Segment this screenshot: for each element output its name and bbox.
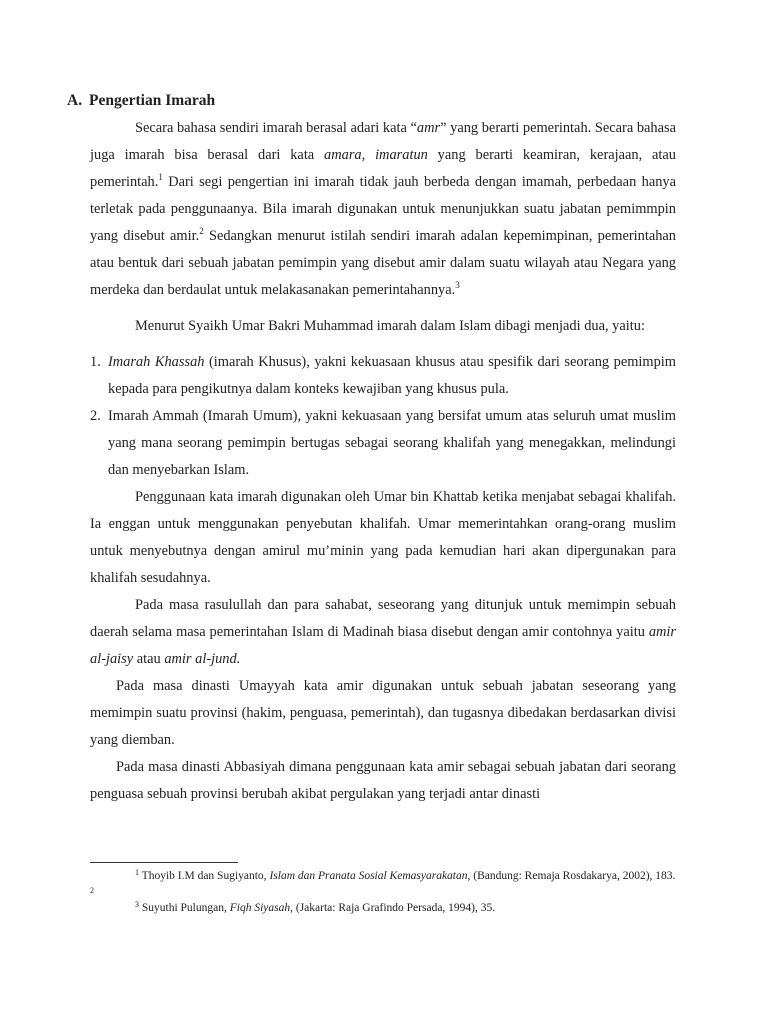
list-item: [90, 403, 676, 484]
text-run: Suyuthi Pulungan,: [139, 902, 230, 914]
section-title: Pengertian Imarah: [89, 92, 216, 109]
paragraph-umar: Penggunaan kata imarah digunakan oleh Umar bin Khattab ketika menjabat sebagai khalifah. Ia enggan untuk menggunakan penyebutan khalifah. Umar memerintahkan orang-orang muslim untuk menyebutnya dengan amirul mu’minin yang pada kemudian hari akan dipergunakan para khalifah sesudahnya.: [90, 489, 676, 586]
text-run: , (Jakarta: Raja Grafindo Persada, 1994), 35.: [290, 902, 496, 914]
footnotes: [90, 868, 676, 916]
paragraph-division: Menurut Syaikh Umar Bakri Muhammad imarah dalam Islam dibagi menjadi dua, yaitu:: [135, 318, 645, 334]
footnote-3: [90, 900, 676, 916]
footnote-number: 3: [135, 900, 139, 909]
paragraph-umayyah: Pada masa dinasti Umayyah kata amir digunakan untuk sebuah jabatan seseorang yang memimpin suatu provinsi (hakim, penguasa, pemerintah), dan tugasnya dibedakan berdasarkan divisi yang diemban.: [90, 678, 676, 748]
footnote-number: 2: [90, 886, 94, 895]
list-number: 1.: [90, 354, 101, 370]
imarah-types-list: [90, 349, 676, 484]
footnote-ref[interactable]: 3: [455, 280, 460, 290]
list-item-text: Imarah Ammah (Imarah Umum), yakni kekuasaan yang bersifat umum atas seluruh umat muslim yang mana seorang pemimpin bertugas sebagai seorang khalifah yang menegakkan, melindungi dan menyebarkan Islam.: [108, 408, 676, 478]
footnote-number: 1: [135, 868, 139, 877]
book-title: Fiqh Siyasah: [229, 902, 291, 914]
text-run: , (Bandung: Remaja Rosdakarya, 2002), 183.: [467, 870, 676, 882]
document-body: [90, 115, 676, 808]
italic-term: Imarah Khassah: [108, 354, 205, 370]
text-run: Secara bahasa sendiri imarah berasal adari kata “: [135, 120, 417, 136]
text-run: Sedangkan menurut istilah sendiri imarah adalan kepemimpinan, pemerintahan atau bentuk dari sebuah jabatan pemimpin yang disebut amir dalam suatu wilayah atau Negara yang merdeka dan berdaulat untuk melakasanakan pemerintahannya.: [90, 228, 676, 298]
text-run: ” yang berarti pemerintah. Secara bahasa juga imarah bisa berasal dari kata: [90, 120, 676, 163]
paragraph-rasulullah: [90, 592, 676, 673]
text-run: Pada masa rasulullah dan para sahabat, seseorang yang ditunjuk untuk memimpin sebuah daerah selama masa pemerintahan Islam di Madinah biasa disebut dengan amir contohnya yaitu: [90, 597, 676, 640]
list-item-text: (imarah Khusus), yakni kekuasaan khusus atau spesifik dari seorang pemimpim kepada para pengikutnya dalam konteks kewajiban yang khusus pula.: [108, 354, 676, 397]
list-number: 2.: [90, 408, 101, 424]
book-title: Islam dan Pranata Sosial Kemasyarakatan: [269, 870, 468, 882]
footnote-2: [90, 886, 676, 896]
text-run: yang berarti keamiran, kerajaan, atau pemerintah.: [90, 147, 676, 190]
italic-term: amara, imaratun: [324, 147, 428, 163]
italic-term: amir al-jaisy: [90, 624, 676, 667]
section-heading: [67, 92, 215, 110]
footnote-1: [90, 868, 676, 884]
footnote-ref[interactable]: 1: [158, 172, 163, 182]
section-number: A.: [67, 92, 83, 109]
footnote-ref[interactable]: 2: [199, 226, 204, 236]
paragraph-definition: [90, 115, 676, 304]
text-run: Dari segi pengertian ini imarah tidak jauh berbeda dengan imamah, perbedaan hanya terletak pada penggunaanya. Bila imarah digunakan untuk menunjukkan suatu jabatan pemimmpin yang disebut amir.: [90, 174, 676, 244]
italic-term: amr: [416, 120, 441, 136]
list-item: [90, 349, 676, 403]
paragraph-abbasiyah: Pada masa dinasti Abbasiyah dimana penggunaan kata amir sebagai sebuah jabatan dari seorang penguasa sebuah provinsi berubah akibat pergulakan yang terjadi antar dinasti: [90, 759, 676, 802]
text-run: atau: [133, 651, 165, 667]
text-run: Thoyib I.M dan Sugiyanto,: [139, 870, 270, 882]
italic-term: amir al-jund.: [164, 651, 241, 667]
footnote-separator: [90, 862, 238, 863]
